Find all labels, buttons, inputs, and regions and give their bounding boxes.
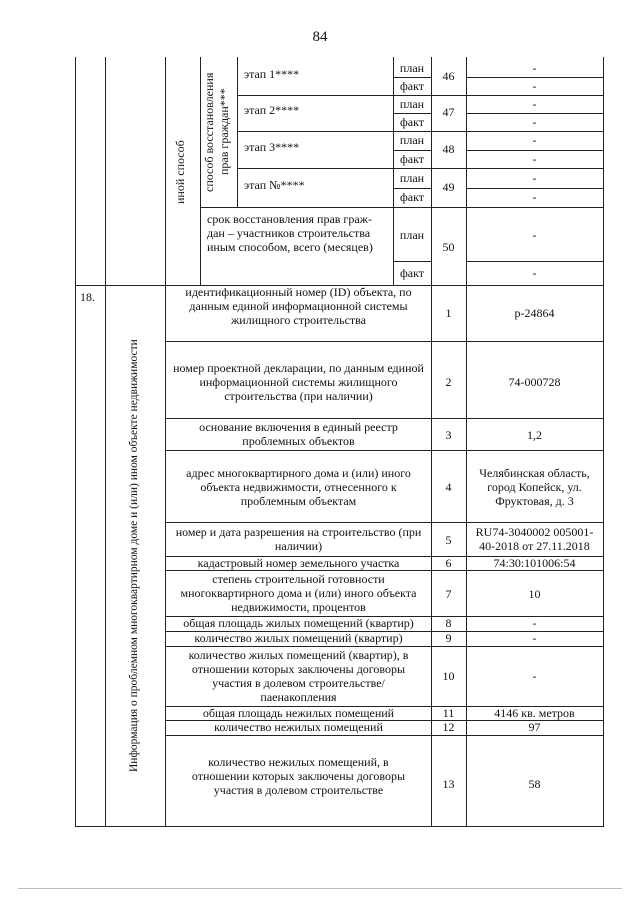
stage-label: этап 3**** (244, 140, 300, 154)
row-value: 10 (528, 587, 541, 601)
row-label: адрес многоквартирного дома и (или) иного объекта недвижимости, отнесенного к проблемным объектам (186, 466, 411, 508)
fact-value: - (532, 190, 537, 204)
row-label: количество жилых помещений (квартир) (194, 631, 403, 645)
plan-value: - (532, 171, 537, 185)
row-label: основание включения в единый реестр проблемных объектов (199, 420, 398, 448)
plan-value: - (532, 133, 537, 147)
row-number: 3 (445, 428, 452, 442)
stage-label: этап №**** (244, 178, 305, 192)
term-label: срок восстановления прав граж-дан – участников строительства иным способом, всего (месяцев) (207, 212, 373, 254)
row-number: 8 (445, 616, 452, 630)
row-label: номер проектной декларации, по данным единой информационной системы жилищного строительства (при наличии) (173, 361, 424, 403)
other-method-vertical-label: иной способ (173, 140, 187, 204)
row-number: 12 (442, 720, 455, 734)
row-label: количество нежилых помещений (214, 720, 383, 734)
plan-label: план (399, 228, 425, 242)
row-value: RU74-3040002 005001-40-2018 от 27.11.2018 (475, 525, 594, 553)
row-number: 5 (445, 533, 452, 547)
row-label: степень строительной готовности многоквартирного дома и (или) иного объекта недвижимости, процентов (180, 572, 417, 614)
plan-label: план (399, 97, 425, 111)
plan-label: план (399, 133, 425, 147)
plan-value: - (532, 228, 537, 242)
row-number: 49 (442, 180, 455, 194)
row-number: 2 (445, 375, 452, 389)
fact-value: - (532, 152, 537, 166)
row-number: 7 (445, 587, 452, 601)
stage-label: этап 1**** (244, 67, 300, 81)
fact-value: - (532, 115, 537, 129)
row-value: - (532, 616, 537, 630)
row-label: общая площадь нежилых помещений (202, 706, 395, 720)
row-number: 48 (442, 142, 455, 156)
fact-label: факт (399, 115, 425, 129)
row-number: 11 (442, 706, 455, 720)
row-number: 47 (442, 105, 455, 119)
row-number: 6 (445, 556, 452, 570)
row-value: 1,2 (527, 428, 542, 442)
row-value: - (532, 631, 537, 645)
row-label: общая площадь жилых помещений (квартир) (183, 616, 414, 630)
row-value: Челябинская область, город Копейск, ул. Фруктовая, д. 3 (479, 466, 590, 508)
page-number: 84 (312, 29, 328, 45)
page-bottom-rule (18, 888, 622, 889)
fact-value: - (532, 266, 537, 280)
plan-value: - (532, 97, 537, 111)
row-value: 4146 кв. метров (494, 706, 575, 720)
row-number: 13 (442, 777, 455, 791)
fact-label: факт (399, 152, 425, 166)
plan-value: - (532, 61, 537, 75)
fact-label: факт (399, 266, 425, 280)
restore-method-vertical-label-2: прав граждан*** (217, 88, 231, 176)
row-label: количество жилых помещений (квартир), в отношении которых заключены договоры участия в долевом строительстве/паенакопления (188, 648, 409, 704)
row-value: р-24864 (514, 306, 555, 320)
row-value: 58 (528, 777, 541, 791)
section-number: 18. (80, 290, 95, 304)
row-label: идентификационный номер (ID) объекта, по данным единой информационной системы жилищного строительства (185, 285, 412, 327)
plan-label: план (399, 61, 425, 75)
row-value: 74:30:101006:54 (493, 556, 576, 570)
row-number: 9 (445, 631, 452, 645)
restore-method-vertical-label-1: способ восстановления (202, 72, 216, 192)
row-number: 46 (442, 69, 455, 83)
row-number: 50 (442, 240, 455, 254)
row-value: 97 (528, 720, 541, 734)
fact-label: факт (399, 190, 425, 204)
plan-label: план (399, 171, 425, 185)
row-value: - (532, 669, 537, 683)
row-value: 74-000728 (508, 375, 561, 389)
fact-label: факт (399, 79, 425, 93)
fact-value: - (532, 79, 537, 93)
row-number: 10 (442, 669, 455, 683)
row-label: номер и дата разрешения на строительство (при наличии) (175, 525, 422, 553)
row-label: кадастровый номер земельного участка (197, 556, 400, 570)
row-label: количество нежилых помещений, в отношении которых заключены договоры участия в долевом строительстве (191, 755, 406, 797)
stage-label: этап 2**** (244, 103, 300, 117)
row-number: 1 (445, 306, 452, 320)
row-number: 4 (445, 480, 452, 494)
section-vertical-label: Информация о проблемном многоквартирном доме и (или) ином объекте недвижимости (128, 339, 140, 773)
